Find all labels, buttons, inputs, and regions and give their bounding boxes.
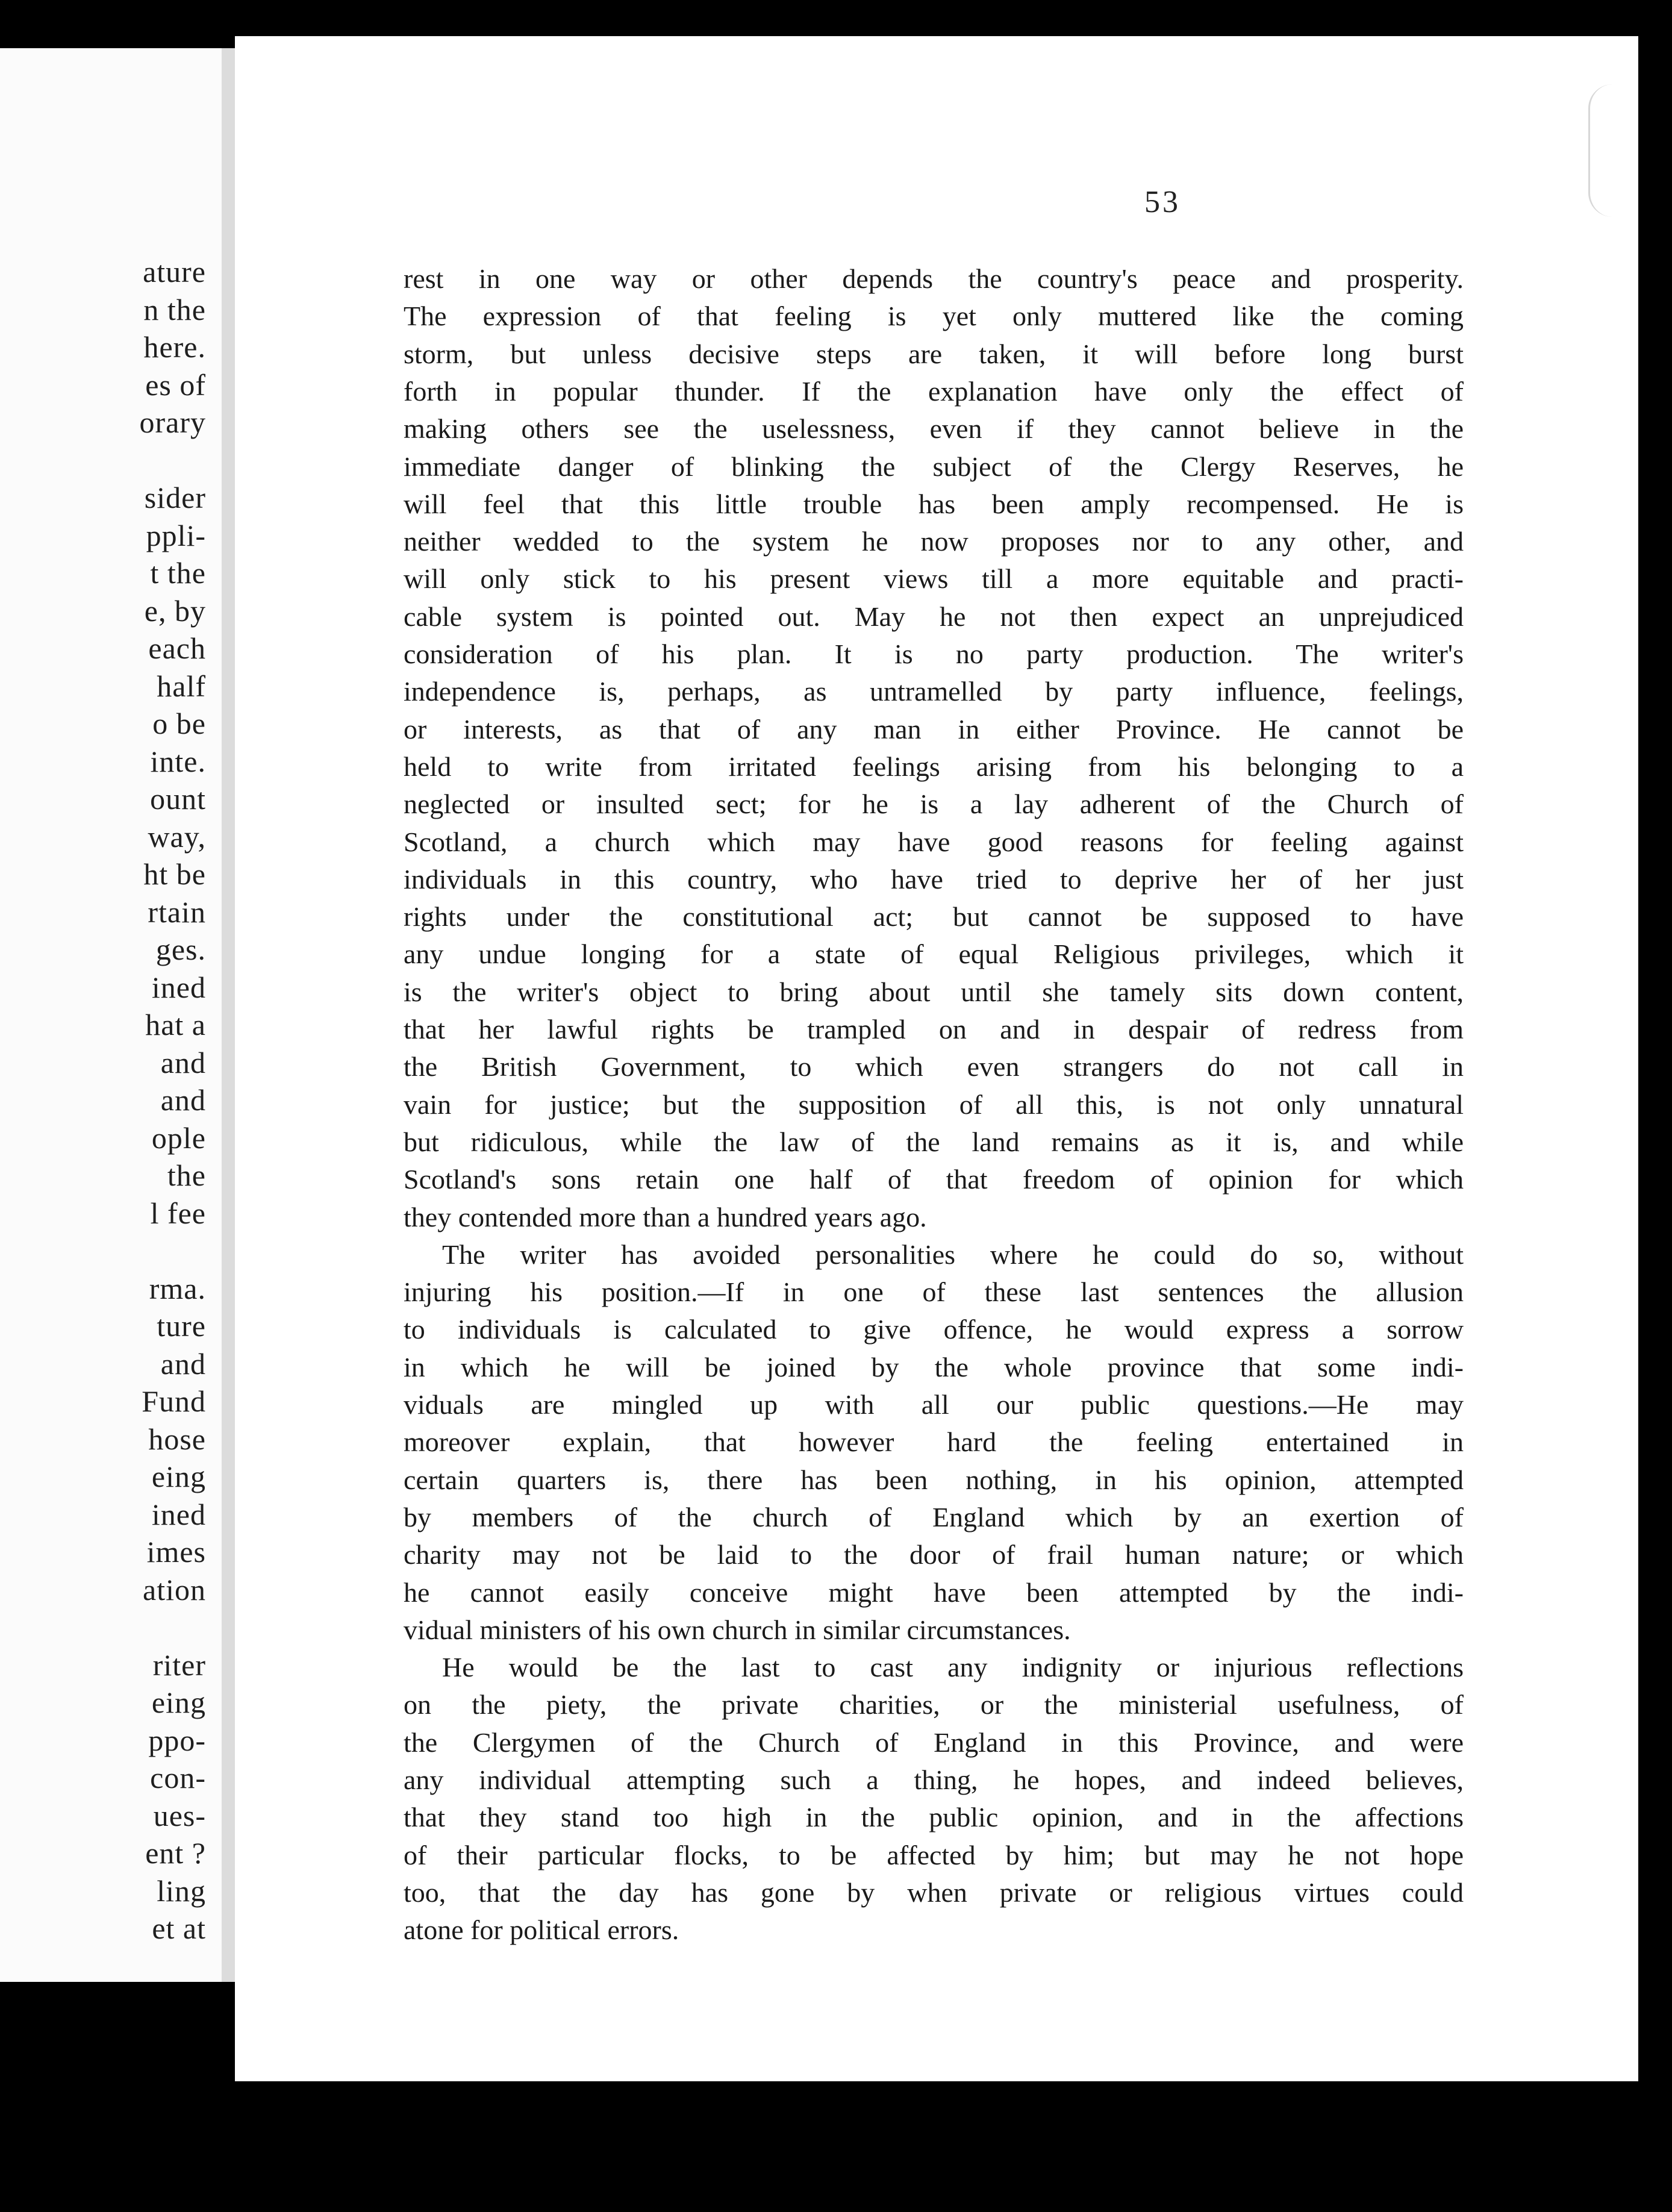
left-page-line: and bbox=[160, 1045, 206, 1079]
text-line: The expression of that feeling is yet only muttered like the coming bbox=[404, 301, 1464, 332]
text-line: neither wedded to the system he now proposes nor to any other, and bbox=[404, 526, 1464, 557]
left-page-line: ues- bbox=[153, 1798, 206, 1832]
text-line: on the piety, the private charities, or the ministerial usefulness, of bbox=[404, 1689, 1464, 1720]
text-line: atone for political errors. bbox=[404, 1914, 679, 1946]
left-page-line: ature bbox=[143, 255, 206, 289]
left-page-line: way, bbox=[148, 819, 206, 854]
left-page-line: ation bbox=[143, 1572, 206, 1607]
left-page-line: hose bbox=[148, 1422, 206, 1456]
text-line: the British Government, to which even strangers do not call in bbox=[404, 1051, 1464, 1083]
left-page-line: et at bbox=[152, 1911, 206, 1945]
left-page-line: l fee bbox=[150, 1196, 206, 1230]
left-page-line: ent ? bbox=[145, 1836, 206, 1870]
text-line: individuals in this country, who have tried to deprive her of her just bbox=[404, 863, 1464, 895]
text-line: but ridiculous, while the law of the land remains as it is, and while bbox=[404, 1126, 1464, 1157]
text-line: vain for justice; but the supposition of all this, is not only unnatural bbox=[404, 1089, 1464, 1120]
text-line: held to write from irritated feelings arising from his belonging to a bbox=[404, 751, 1464, 782]
left-page-line: rtain bbox=[148, 895, 206, 929]
left-page-line: riter bbox=[152, 1648, 206, 1682]
book-gutter bbox=[222, 48, 235, 1982]
text-line: independence is, perhaps, as untramelled by party influence, feelings, bbox=[404, 676, 1464, 707]
left-page-line: ount bbox=[150, 782, 206, 816]
left-page-line: ined bbox=[151, 970, 206, 1004]
text-line: certain quarters is, there has been nothing, in his opinion, attempted bbox=[404, 1464, 1464, 1495]
text-line: will feel that this little trouble has been amply recompensed. He is bbox=[404, 488, 1464, 519]
left-page-line: the bbox=[167, 1158, 206, 1192]
left-page-line: e, by bbox=[144, 593, 206, 628]
left-page-line: eing bbox=[151, 1686, 206, 1719]
left-page-line: o be bbox=[152, 707, 206, 740]
left-page-line: inte. bbox=[150, 744, 206, 778]
right-page bbox=[235, 36, 1638, 2081]
text-line: or interests, as that of any man in either Province. He cannot be bbox=[404, 713, 1464, 745]
text-line: Scotland, a church which may have good reasons for feeling against bbox=[404, 826, 1464, 857]
text-line: Scotland's sons retain one half of that freedom of opinion for which bbox=[404, 1164, 1464, 1195]
text-line: is the writer's object to bring about until she tamely sits down content, bbox=[404, 976, 1464, 1007]
text-line: he cannot easily conceive might have been attempted by the indi- bbox=[404, 1576, 1464, 1608]
left-page-line: ppli- bbox=[146, 518, 206, 552]
text-line: by members of the church of England which by an exertion of bbox=[404, 1501, 1464, 1532]
text-line: that they stand too high in the public opinion, and in the affections bbox=[404, 1802, 1464, 1833]
left-page-line: eing bbox=[151, 1460, 206, 1493]
page-number: 53 bbox=[1144, 185, 1181, 219]
left-page-line: and bbox=[160, 1346, 206, 1381]
text-line: injuring his position.—If in one of these last sentences the allusion bbox=[404, 1276, 1464, 1308]
left-page-line: Fund bbox=[142, 1384, 206, 1418]
left-page-line: orary bbox=[139, 405, 206, 439]
text-line: will only stick to his present views till a more equitable and practi- bbox=[404, 563, 1464, 595]
text-line: He would be the last to cast any indignity or injurious reflections bbox=[442, 1652, 1464, 1683]
text-line: in which he will be joined by the whole province that some indi- bbox=[404, 1351, 1464, 1382]
text-line: rest in one way or other depends the country's peace and prosperity. bbox=[404, 263, 1464, 294]
left-page-line: con- bbox=[150, 1761, 206, 1795]
left-page-line: t the bbox=[150, 556, 206, 590]
left-page-line: ges. bbox=[155, 933, 206, 966]
text-line: any individual attempting such a thing, he hopes, and indeed believes, bbox=[404, 1764, 1464, 1795]
left-page-line: ined bbox=[151, 1497, 206, 1531]
left-page-line: ht be bbox=[143, 857, 206, 891]
text-line: neglected or insulted sect; for he is a lay adherent of the Church of bbox=[404, 789, 1464, 820]
text-line: cable system is pointed out. May he not then expect an unprejudiced bbox=[404, 601, 1464, 632]
left-page-line: n the bbox=[143, 292, 206, 326]
page-corner-curl bbox=[1588, 84, 1632, 217]
text-line: vidual ministers of his own church in similar circumstances. bbox=[404, 1614, 1071, 1645]
text-line: the Clergymen of the Church of England in this Province, and were bbox=[404, 1726, 1464, 1758]
text-line: charity may not be laid to the door of frail human nature; or which bbox=[404, 1539, 1464, 1570]
left-page-line: ppo- bbox=[148, 1723, 206, 1757]
left-page-line: ople bbox=[151, 1120, 206, 1155]
left-page-line: imes bbox=[146, 1535, 206, 1569]
left-page-line: ture bbox=[157, 1309, 206, 1343]
text-line: storm, but unless decisive steps are taken, it will before long burst bbox=[404, 338, 1464, 369]
text-line: immediate danger of blinking the subject of the Clergy Reserves, he bbox=[404, 451, 1464, 482]
text-line: of their particular flocks, to be affected by him; but may he not hope bbox=[404, 1839, 1464, 1870]
left-page-line: es of bbox=[145, 367, 206, 402]
left-page-line: sider bbox=[144, 481, 206, 514]
left-page-line: hat a bbox=[145, 1008, 206, 1042]
text-line: too, that the day has gone by when private or religious virtues could bbox=[404, 1876, 1464, 1908]
text-line: to individuals is calculated to give offence, he would express a sorrow bbox=[404, 1314, 1464, 1345]
text-line: moreover explain, that however hard the feeling entertained in bbox=[404, 1426, 1464, 1458]
text-line: The writer has avoided personalities where he could do so, without bbox=[442, 1239, 1464, 1270]
text-line: viduals are mingled up with all our public questions.—He may bbox=[404, 1389, 1464, 1420]
text-line: making others see the uselessness, even if they cannot believe in the bbox=[404, 413, 1464, 445]
text-line: they contended more than a hundred years ago. bbox=[404, 1201, 927, 1233]
left-page-line: each bbox=[148, 631, 206, 665]
left-page-fragment bbox=[0, 48, 222, 1982]
text-line: that her lawful rights be trampled on and in despair of redress from bbox=[404, 1014, 1464, 1045]
left-page-line: rma. bbox=[149, 1271, 206, 1305]
text-line: consideration of his plan. It is no party production. The writer's bbox=[404, 639, 1464, 669]
left-page-line: here. bbox=[143, 330, 206, 364]
left-page-line: half bbox=[157, 669, 206, 703]
left-page-line: and bbox=[160, 1083, 206, 1117]
text-line: forth in popular thunder. If the explanation have only the effect of bbox=[404, 375, 1464, 407]
text-line: rights under the constitutional act; but cannot be supposed to have bbox=[404, 901, 1464, 933]
text-line: any undue longing for a state of equal Religious privileges, which it bbox=[404, 939, 1464, 970]
left-page-line: ling bbox=[157, 1873, 206, 1908]
